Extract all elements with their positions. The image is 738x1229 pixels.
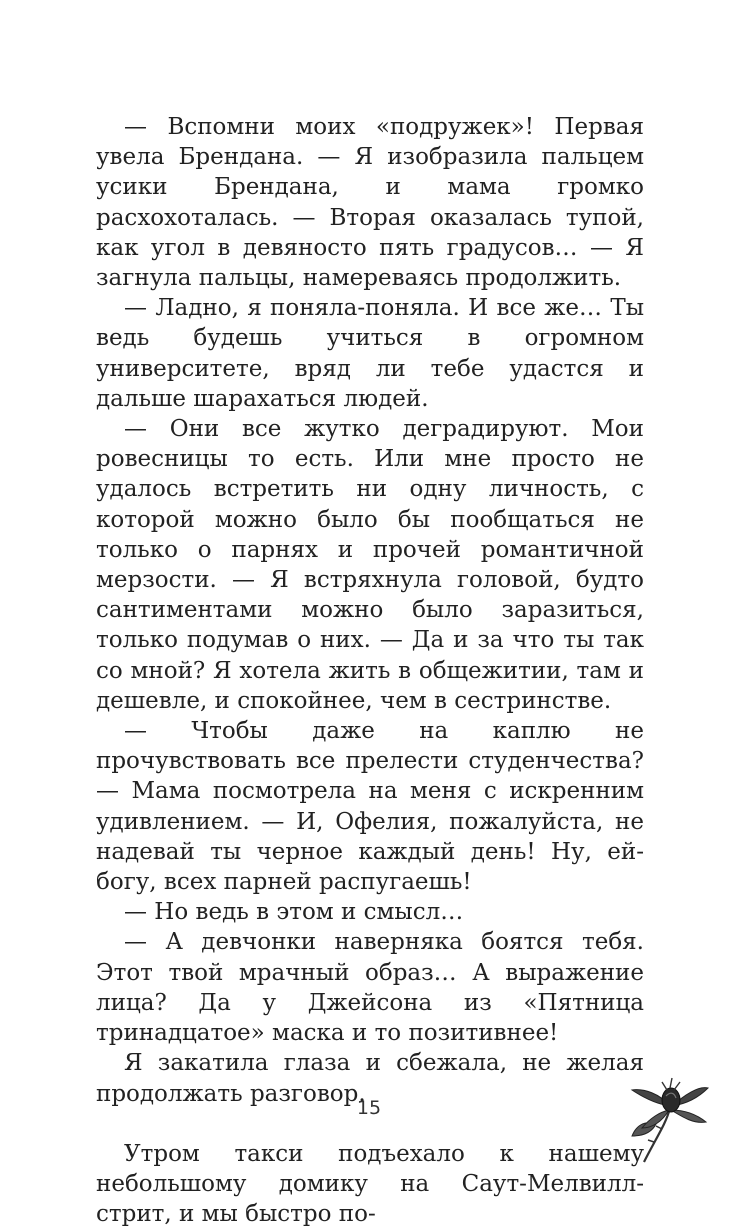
page-number: 15 <box>356 1097 382 1119</box>
paragraph: Утром такси подъехало к нашему небольшому домику на Саут-Мелвилл-стрит, и мы быстро по- <box>96 1140 644 1228</box>
paragraph: — Они все жутко деградируют. Мои ровесницы то есть. Или мне просто не удалось встретить ни одну личность, с которой можно было бы пообщаться не только о парнях и прочей романтичной мерзости. — Я встряхнула головой, будто сантиментами можно было заразиться, только подумав о них. — Да и за что ты так со мной? Я хотела жить в общежитии, там и дешевле, и спокойнее, чем в сестринстве. <box>96 416 644 714</box>
paragraph: Я закатила глаза и сбежала, не желая продолжать разговор. <box>96 1050 644 1107</box>
paragraph: — Ладно, я поняла-поняла. И все же… Ты ведь будешь учиться в огромном университете, вряд ли тебе удастся и дальше шарахаться людей. <box>96 295 644 412</box>
paragraph: — А девчонки наверняка боятся тебя. Этот твой мрачный образ… А выражение лица? Да у Джейсона из «Пятница тринадцатое» маска и то позитивнее! <box>96 929 644 1047</box>
body-text <box>96 112 644 1229</box>
paragraph: — Но ведь в этом и смысл… <box>124 899 464 926</box>
paragraph: — Вспомни моих «подружек»! Первая увела Брендана. — Я изобразила пальцем усики Брендана, и мама громко расхохоталась. — Вторая оказалась тупой, как угол в девяносто пять градусов… — Я загнула пальцы, намереваясь продолжить. <box>96 114 644 292</box>
rose-icon <box>626 1066 710 1166</box>
paragraph: — Чтобы даже на каплю не прочувствовать все прелести студенчества? — Мама посмотрела на меня с искренним удивлением. — И, Офелия, пожалуйста, не надевай ты черное каждый день! Ну, ей-богу, всех парней распугаешь! <box>96 718 644 896</box>
